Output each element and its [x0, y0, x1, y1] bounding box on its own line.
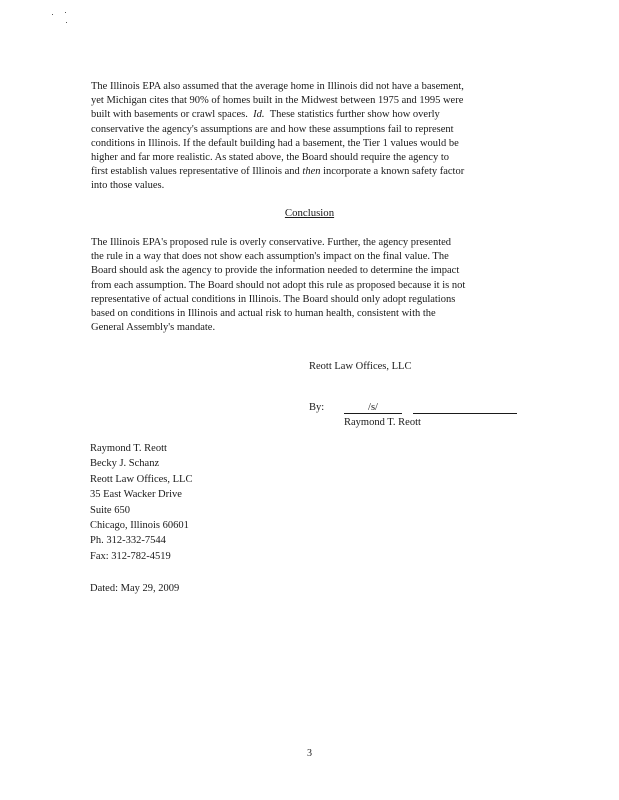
emphasis-then: then [302, 166, 321, 178]
text-line: higher and far more realistic. As stated above, the Board should require the agency to [91, 152, 450, 164]
text-segment: incorporate a known safety factor [323, 166, 465, 178]
text-line: representative of actual conditions in Illinois. The Board should only adopt regulations [91, 293, 456, 305]
text-segment: built with basements or crawl spaces. [91, 109, 248, 121]
text-line [91, 108, 526, 122]
citation-id: Id. [253, 109, 265, 121]
signature-mark: /s/ [344, 402, 402, 414]
address-line: Suite 650 [90, 504, 130, 516]
text-line: into those values. [91, 180, 165, 192]
text-line: based on conditions in Illinois and actual risk to human health, consistent with the [91, 308, 436, 320]
address-line: Ph. 312-332-7544 [90, 535, 166, 547]
text-line: from each assumption. The Board should not adopt this rule as proposed because it is not [91, 279, 466, 291]
text-line: The Illinois EPA also assumed that the average home in Illinois did not have a basement, [91, 81, 464, 92]
signature-firm-name: Reott Law Offices, LLC [309, 361, 412, 372]
address-block [90, 441, 192, 564]
page-number: 3 [307, 748, 312, 759]
text-line [91, 165, 526, 179]
text-line: The Illinois EPA's proposed rule is overly conservative. Further, the agency presented [91, 237, 452, 248]
text-line: yet Michigan cites that 90% of homes built in the Midwest between 1975 and 1995 were [91, 95, 464, 107]
text-line: conditions in Illinois. If the default building had a basement, the Tier 1 values would be [91, 137, 459, 149]
text-segment: These statistics further show how overly [269, 109, 440, 121]
paragraph-basement-assumption [91, 80, 526, 194]
address-line: Raymond T. Reott [90, 443, 167, 454]
section-heading-conclusion [0, 207, 619, 219]
scan-speck-marks [50, 12, 72, 34]
dated-line: Dated: May 29, 2009 [90, 583, 180, 594]
address-line: Chicago, Illinois 60601 [90, 520, 189, 532]
heading-text: Conclusion [284, 207, 335, 219]
text-segment: first establish values representative of Illinois and [91, 166, 300, 178]
signature-by-label: By: [309, 402, 325, 413]
signature-blank-line [413, 413, 517, 414]
paragraph-conclusion [91, 236, 526, 335]
address-line: Becky J. Schanz [90, 458, 160, 470]
signature-signer-name: Raymond T. Reott [344, 417, 421, 428]
text-line: General Assembly's mandate. [91, 322, 216, 334]
address-line: Fax: 312-782-4519 [90, 550, 171, 562]
address-line: Reott Law Offices, LLC [90, 473, 193, 485]
text-line: the rule in a way that does not show each assumption's impact on the final value. The [91, 251, 449, 263]
text-line: conservative the agency's assumptions are and how these assumptions fail to represent [91, 123, 454, 135]
text-line: Board should ask the agency to provide the information needed to determine the impact [91, 265, 460, 277]
address-line: 35 East Wacker Drive [90, 489, 182, 501]
